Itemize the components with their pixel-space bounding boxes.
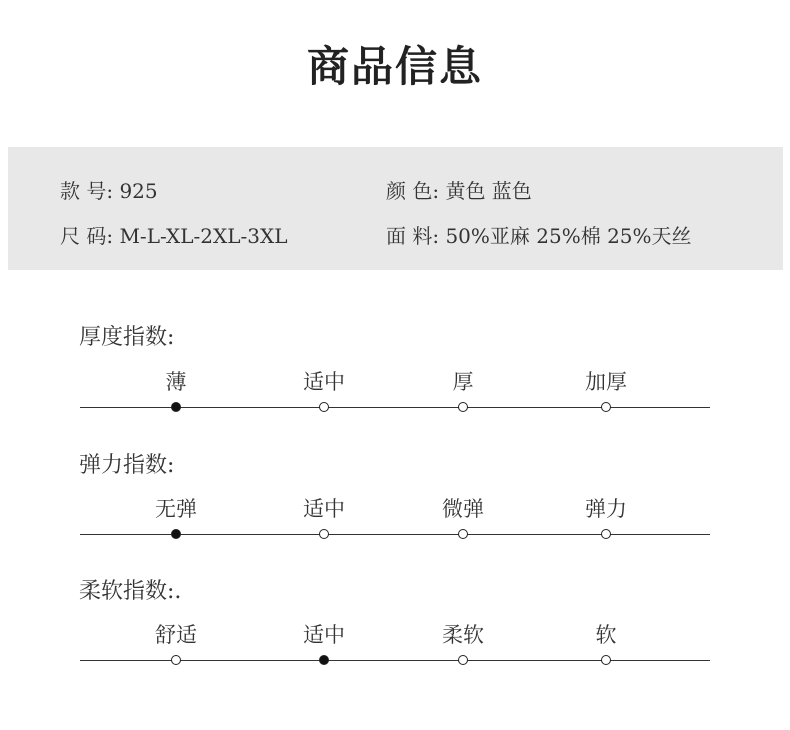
option-label: 柔软 (442, 623, 484, 647)
scale-option (556, 620, 656, 650)
product-info-panel (8, 147, 783, 270)
option-dot (601, 655, 611, 665)
scale-option (556, 367, 656, 397)
option-dot (319, 402, 329, 412)
option-dot (601, 529, 611, 539)
option-label: 微弹 (442, 497, 484, 521)
option-label: 软 (595, 623, 617, 647)
scale-option (413, 620, 513, 650)
option-dot (171, 529, 181, 539)
option-label: 无弹 (155, 497, 197, 521)
option-label: 适中 (303, 370, 345, 394)
fabric-info: 面 料: 50%亚麻 25%棉 25%天丝 (386, 224, 692, 248)
scale-option (126, 494, 226, 524)
option-dot (458, 529, 468, 539)
option-label: 适中 (303, 623, 345, 647)
thickness-scale (80, 367, 710, 427)
scale-option (413, 367, 513, 397)
option-dot (171, 402, 181, 412)
option-dot (458, 655, 468, 665)
scale-option (126, 620, 226, 650)
scale-option (413, 494, 513, 524)
softness-scale (80, 620, 710, 680)
page-title: 商品信息 (306, 42, 483, 91)
option-dot (458, 402, 468, 412)
elasticity-index-label: 弹力指数: (79, 453, 175, 478)
option-dot (171, 655, 181, 665)
option-label: 加厚 (585, 370, 627, 394)
color-info: 颜 色: 黄色 蓝色 (386, 179, 532, 203)
option-dot (319, 655, 329, 665)
scale-option (274, 494, 374, 524)
scale-option (274, 620, 374, 650)
style-number: 款 号: 925 (60, 179, 158, 203)
option-dot (601, 402, 611, 412)
scale-option (126, 367, 226, 397)
option-label: 舒适 (155, 623, 197, 647)
option-dot (319, 529, 329, 539)
scale-option (556, 494, 656, 524)
option-label: 适中 (303, 497, 345, 521)
thickness-index-label: 厚度指数: (79, 325, 175, 350)
scale-option (274, 367, 374, 397)
elasticity-scale (80, 494, 710, 554)
option-label: 厚 (452, 370, 474, 394)
option-label: 薄 (165, 370, 187, 394)
softness-index-label: 柔软指数:. (79, 579, 182, 604)
size-info: 尺 码: M-L-XL-2XL-3XL (60, 224, 288, 248)
option-label: 弹力 (585, 497, 627, 521)
